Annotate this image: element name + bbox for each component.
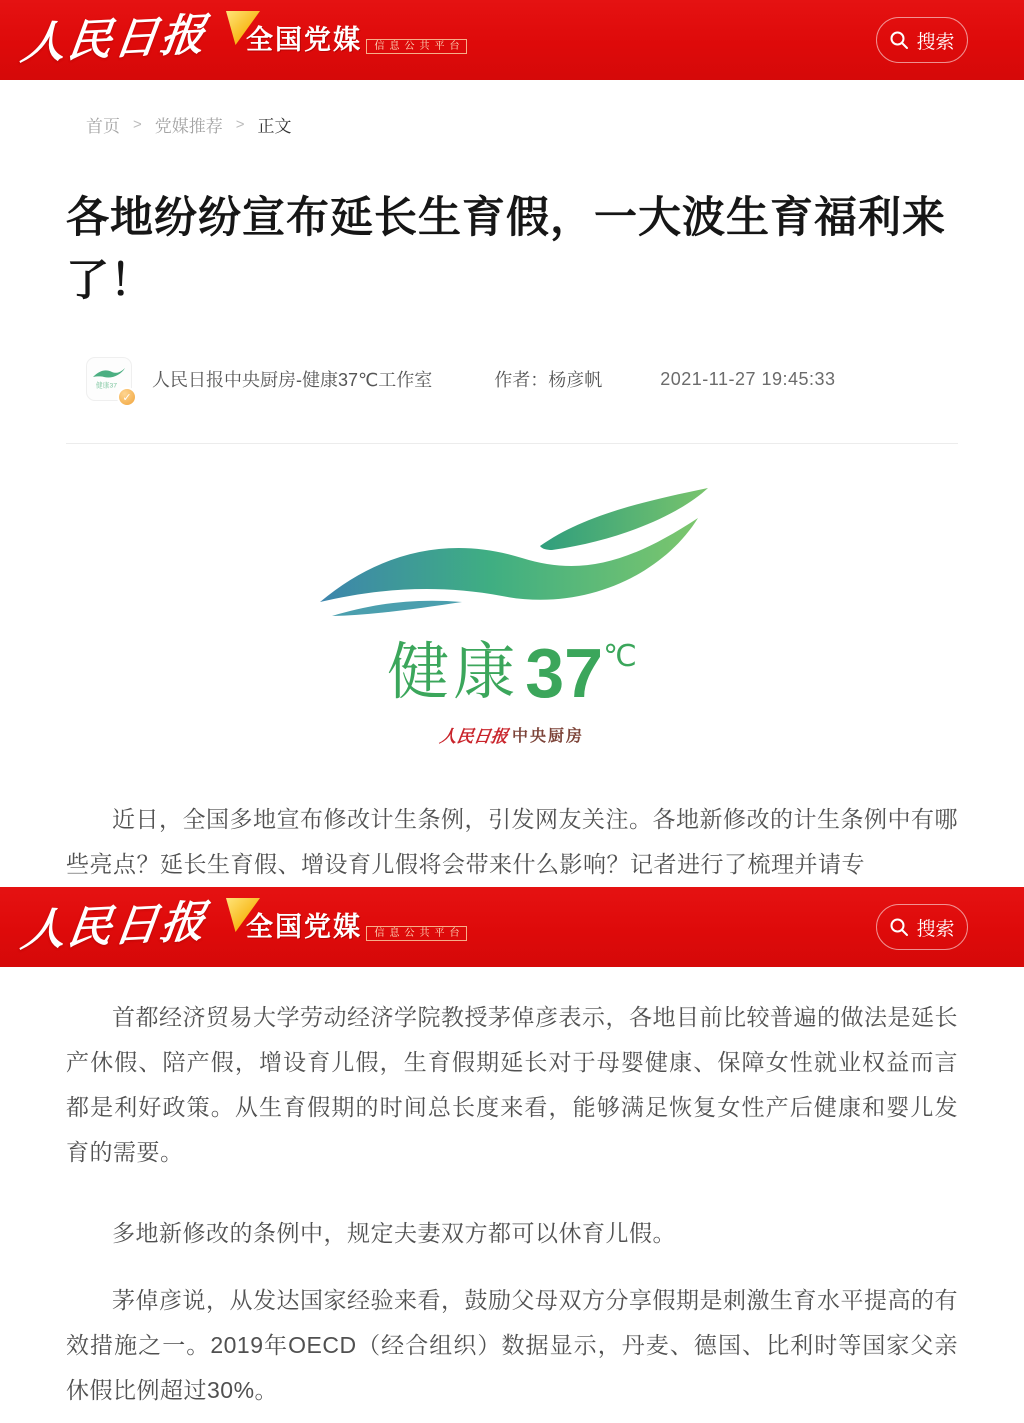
author-label: 作者：杨彦帆 [494,370,603,390]
article-title: 各地纷纷宣布延长生育假，一大波生育福利来了！ [66,194,946,305]
badge-subtitle: 信息公共平台 [366,39,467,54]
breadcrumb-separator: > [235,116,245,133]
search-button-label: 搜索 [916,31,955,53]
avatar-mini-label: 健康37 [95,381,118,390]
search-button[interactable] [876,17,968,63]
badge-title: 全国党媒 [246,912,362,942]
logo-text-degree: ℃ [603,640,637,673]
search-button-label: 搜索 [916,918,955,940]
source-name[interactable]: 人民日报中央厨房-健康37℃工作室 [152,370,433,390]
article-paragraph: 近日，全国多地宣布修改计生条例，引发网友关注。各地新修改的计生条例中有哪些亮点？延长生育假、增设育儿假将会带来什么影响？记者进行了梳理并请专 [66,806,958,877]
party-media-badge [232,912,467,942]
masthead-wordmark: 人民日报 [18,9,210,70]
article-paragraph: 首都经济贸易大学劳动经济学院教授茅倬彦表示，各地目前比较普遍的做法是延长产休假、陪产假，增设育儿假，生育假期延长对于母婴健康、保障女性就业权益而言都是利好政策。从生育假期的时间总长度来看，能够满足恢复女性产后健康和婴儿发育的需要。 [66,1004,958,1165]
logo-text-cn: 健康 [387,638,520,707]
party-media-badge [232,25,467,55]
site-header-repeat [0,887,1024,967]
health37-logo-text [297,634,727,712]
search-icon [889,917,909,937]
article-paragraph: 茅倬彦说，从发达国家经验来看，鼓励父母双方分享假期是刺激生育水平提高的有效措施之一。2019年OECD（经合组织）数据显示，丹麦、德国、比利时等国家父亲休假比例超过30%。 [66,1287,958,1403]
breadcrumb-home[interactable]: 首页 [86,117,120,136]
avatar-wave-icon [92,367,126,381]
page-section-bottom [0,887,1024,1423]
article-paragraph: 多地新修改的条例中，规定夫妻双方都可以休育儿假。 [112,1220,676,1246]
divider-line [66,443,958,444]
logo-brand-script: 人民日报 [438,727,510,747]
search-button[interactable] [876,904,968,950]
badge-title: 全国党媒 [246,25,362,55]
breadcrumb-current: 正文 [257,117,292,136]
logo-brand-suffix: 中央厨房 [511,728,584,745]
site-header [0,0,1024,80]
health37-logo-image [297,484,727,747]
source-avatar[interactable] [86,357,132,404]
publish-time: 2021-11-27 19:45:33 [660,368,836,389]
breadcrumb-party-media[interactable]: 党媒推荐 [154,117,223,136]
health37-waves-graphic [312,484,712,644]
peoples-daily-logo[interactable] [18,896,467,957]
logo-text-number: 37 [525,634,604,712]
breadcrumb-separator: > [133,116,142,133]
breadcrumb [66,80,958,137]
article-meta [66,357,958,404]
badge-subtitle: 信息公共平台 [366,926,467,941]
search-icon [889,30,909,50]
verified-check-icon: ✓ [117,387,137,407]
peoples-daily-logo[interactable] [18,9,467,70]
masthead-wordmark: 人民日报 [18,896,210,957]
logo-brand-line [297,722,727,747]
